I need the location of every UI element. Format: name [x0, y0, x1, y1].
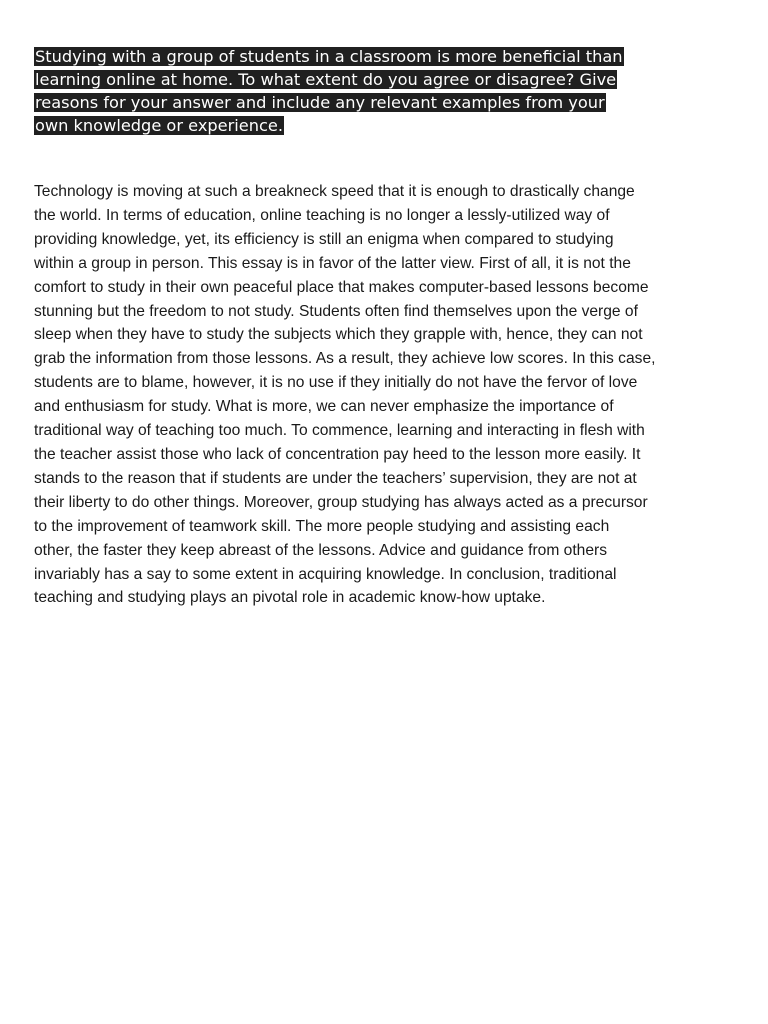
essay-line: and enthusiasm for study. What is more, we can never emphasize the importance of — [34, 398, 614, 416]
essay-line: Technology is moving at such a breakneck speed that it is enough to drastically change — [34, 183, 635, 200]
essay-line: stands to the reason that if students are under the teachers’ supervision, they are not at — [34, 469, 637, 487]
essay-body — [34, 180, 684, 610]
essay-line: stunning but the freedom to not study. Students often find themselves upon the verge of — [34, 302, 638, 320]
essay-line: comfort to study in their own peaceful place that makes computer-based lessons become — [34, 278, 649, 296]
essay-line: the world. In terms of education, online teaching is no longer a lessly-utilized way of — [34, 206, 610, 224]
prompt-line: own knowledge or experience. — [35, 116, 284, 135]
essay-line: traditional way of teaching too much. To commence, learning and interacting in flesh with — [34, 422, 645, 440]
essay-line: the teacher assist those who lack of concentration pay heed to the lesson more easily. It — [34, 445, 641, 463]
essay-line: other, the faster they keep abreast of the lessons. Advice and guidance from others — [34, 541, 607, 559]
prompt-line: learning online at home. To what extent do you agree or disagree? Give — [35, 70, 617, 89]
essay-line: within a group in person. This essay is in favor of the latter view. First of all, it is not the — [34, 254, 631, 272]
essay-line: grab the information from those lessons. As a result, they achieve low scores. In this case, — [34, 350, 656, 368]
essay-line: students are to blame, however, it is no use if they initially do not have the fervor of love — [34, 374, 638, 392]
essay-line: their liberty to do other things. Moreover, group studying has always acted as a precursor — [34, 493, 648, 511]
essay-line: sleep when they have to study the subjects which they grapple with, hence, they can not — [34, 326, 643, 344]
essay-line: invariably has a say to some extent in acquiring knowledge. In conclusion, traditional — [34, 565, 617, 583]
prompt-line: reasons for your answer and include any relevant examples from your — [35, 93, 605, 112]
essay-line: teaching and studying plays an pivotal role in academic know-how uptake. — [34, 589, 546, 607]
essay-line: providing knowledge, yet, its efficiency is still an enigma when compared to studying — [34, 230, 614, 248]
essay-prompt — [34, 45, 694, 137]
essay-line: to the improvement of teamwork skill. The more people studying and assisting each — [34, 517, 610, 535]
prompt-line: Studying with a group of students in a classroom is more beneficial than — [35, 47, 623, 66]
